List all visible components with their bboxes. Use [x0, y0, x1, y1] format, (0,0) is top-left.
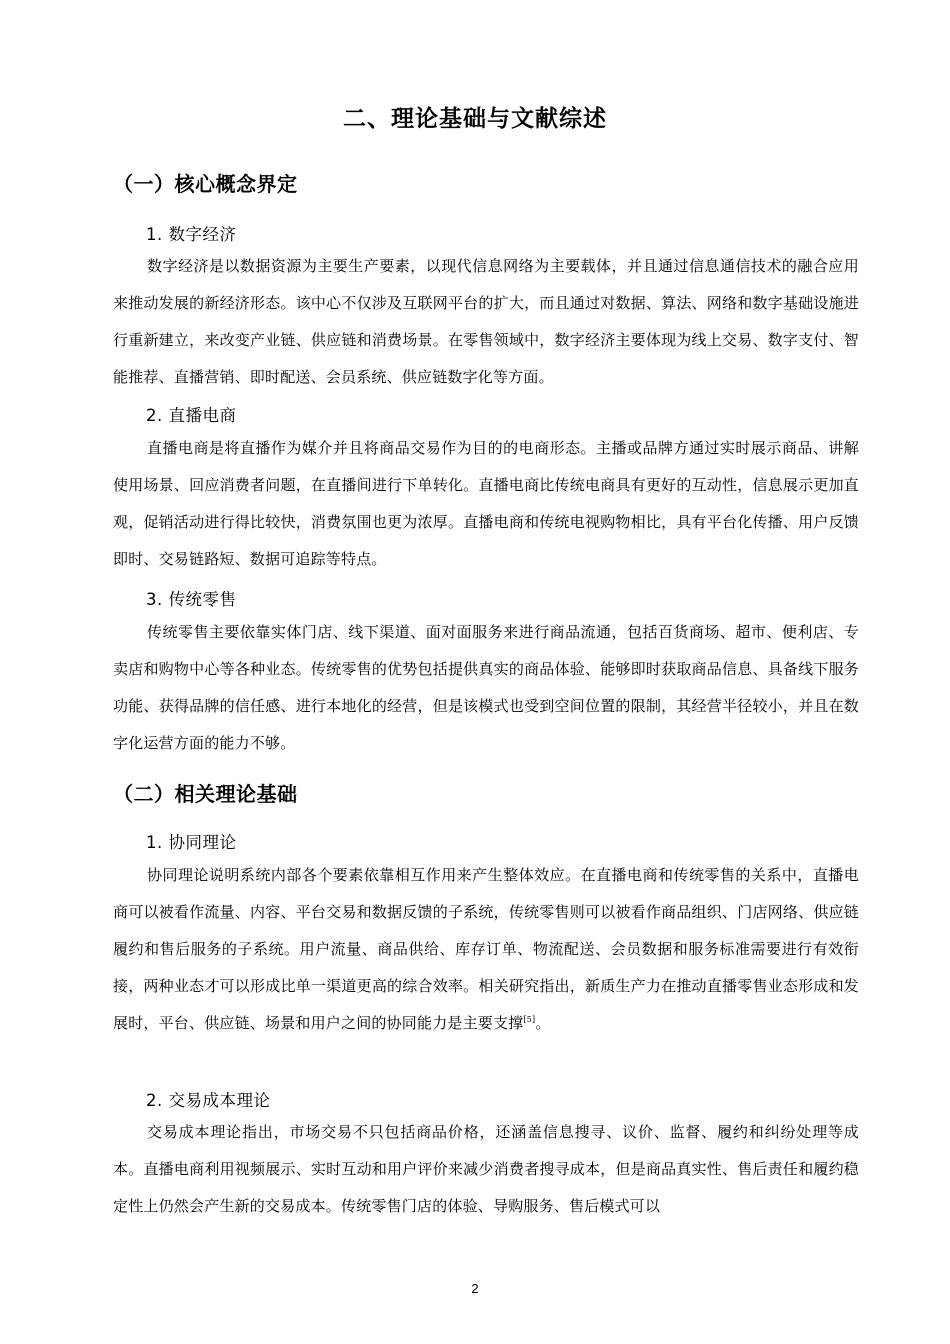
paragraph-traditional-retail: 传统零售主要依靠实体门店、线下渠道、面对面服务来进行商品流通，包括百货商场、超市、便利店、专卖店和购物中心等各种业态。传统零售的优势包括提供真实的商品体验、能够即时获取商品信息、具备线下服务功能、获得品牌的信任感、进行本地化的经营，但是该模式也受到空间位置的限制，其经营半径较小，并且在数字化运营方面的能力不够。	[113, 623, 859, 752]
paragraph-synergy-text: 协同理论说明系统内部各个要素依靠相互作用来产生整体效应。在直播电商和传统零售的关系中，直播电商可以被看作流量、内容、平台交易和数据反馈的子系统，传统零售则可以被看作商品组织、门店网络、供应链履约和售后服务的子系统。用户流量、商品供给、库存订单、物流配送、会员数据和服务标准需要进行有效衔接，两种业态才可以形成比单一渠道更高的综合效率。相关研究指出，新质生产力在推动直播零售业态形成和发展时，平台、供应链、场景和用户之间的协同能力是主要支撑	[113, 866, 859, 1032]
subsection-heading-live-commerce: 2. 直播电商	[146, 406, 237, 425]
subsection-heading-digital-economy: 1. 数字经济	[146, 225, 237, 244]
paragraph-transaction-cost: 交易成本理论指出，市场交易不只包括商品价格，还涵盖信息搜寻、议价、监督、履约和纠纷处理等成本。直播电商利用视频展示、实时互动和用户评价来减少消费者搜寻成本，但是商品真实性、售后责任和履约稳定性上仍然会产生新的交易成本。传统零售门店的体验、导购服务、售后模式可以	[113, 1123, 859, 1215]
section-heading-theory: （二）相关理论基础	[113, 782, 298, 806]
page-number: 2	[471, 1281, 479, 1296]
chapter-title: 二、理论基础与文献综述	[343, 106, 607, 132]
subsection-heading-traditional-retail: 3. 传统零售	[146, 590, 237, 609]
paragraph-synergy-theory	[113, 857, 859, 1042]
paragraph-live-commerce: 直播电商是将直播作为媒介并且将商品交易作为目的的电商形态。主播或品牌方通过实时展示商品、讲解使用场景、回应消费者问题，在直播间进行下单转化。直播电商比传统电商具有更好的互动性，信息展示更加直观，促销活动进行得比较快，消费氛围也更为浓厚。直播电商和传统电视购物相比，具有平台化传播、用户反馈即时、交易链路短、数据可追踪等特点。	[113, 439, 859, 568]
paragraph-digital-economy: 数字经济是以数据资源为主要生产要素，以现代信息网络为主要载体，并且通过信息通信技术的融合应用来推动发展的新经济形态。该中心不仅涉及互联网平台的扩大，而且通过对数据、算法、网络和数字基础设施进行重新建立，来改变产业链、供应链和消费场景。在零售领域中，数字经济主要体现为线上交易、数字支付、智能推荐、直播营销、即时配送、会员系统、供应链数字化等方面。	[113, 257, 859, 386]
paragraph-synergy-tail: 。	[535, 1014, 551, 1032]
section-heading-core-concepts: （一）核心概念界定	[113, 172, 298, 196]
subsection-heading-synergy-theory: 1. 协同理论	[146, 833, 237, 852]
citation-marker: [5]	[523, 1015, 536, 1024]
subsection-heading-transaction-cost: 2. 交易成本理论	[146, 1091, 271, 1110]
